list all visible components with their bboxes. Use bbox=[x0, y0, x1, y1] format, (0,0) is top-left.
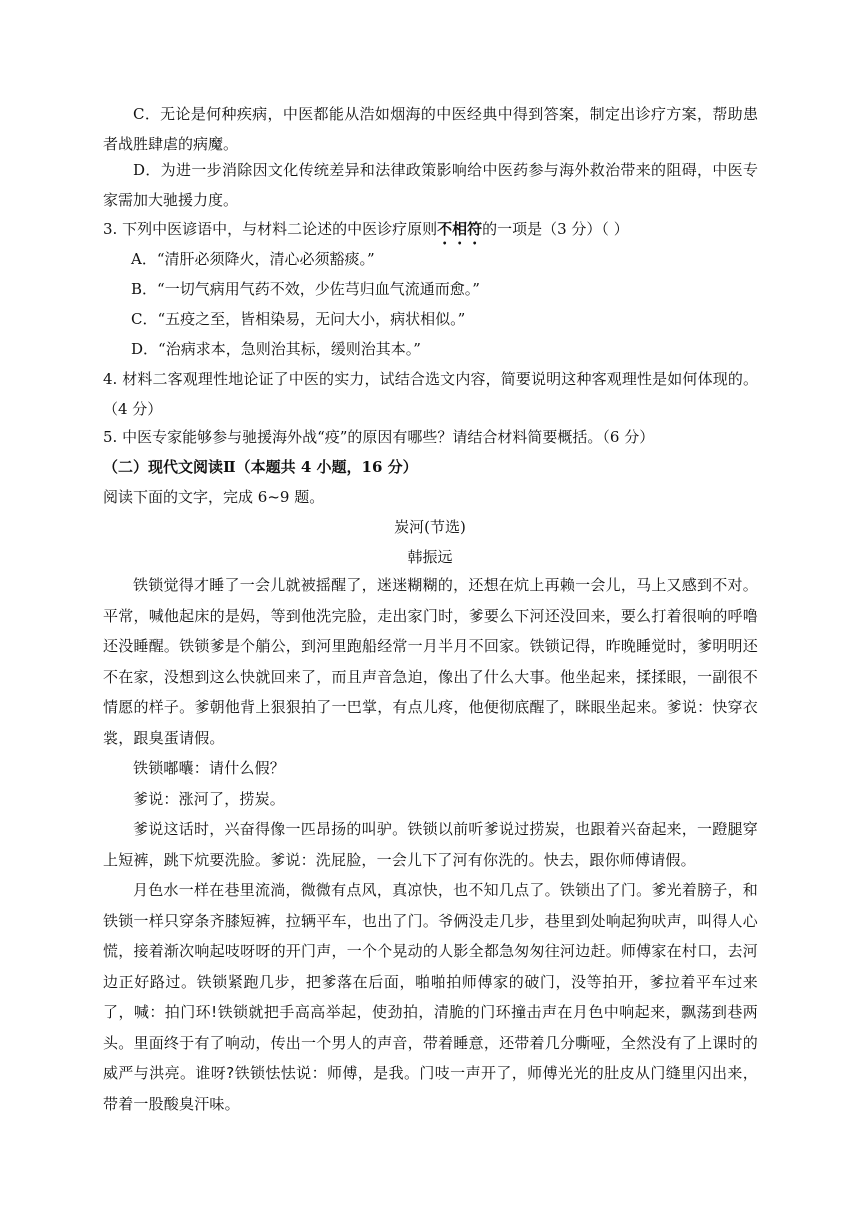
q3-option-c: C．“五疫之至，皆相染易，无问大小，病状相似。” bbox=[131, 310, 466, 328]
passage-body bbox=[103, 570, 758, 1119]
q4: 4. 材料二客观理性地论证了中医的实力，试结合选文内容，简要说明这种客观理性是如何体现的。（4 分） bbox=[103, 370, 758, 418]
passage-paragraph: 铁锁嘟囔：请什么假？ bbox=[133, 759, 286, 777]
section2-instruction: 阅读下面的文字，完成 6~9 题。 bbox=[103, 488, 325, 506]
passage-paragraph: 月色水一样在巷里流淌，微微有点风，真凉快，也不知几点了。铁锁出了门。爹光着膀子，和铁锁一样只穿条齐膝短裤，拉辆平车，也出了门。爷俩没走几步，巷里到处响起狗吠声，叫得人心慌，接着渐次响起吱呀呀的开门声，一个个晃动的人影全都急匆匆往河边赶。师傅家在村口，去河边正好路过。铁锁紧跑几步，把爹落在后面，啪啪拍师傅家的破门，没等拍开，爹拉着平车过来了，喊：拍门环!铁锁就把手高高举起，使劲拍，清脆的门环撞击声在月色中响起来，飘荡到巷两头。里面终于有了响动，传出一个男人的声音，带着睡意，还带着几分嘶哑，全然没有了上课时的威严与洪亮。谁呀?铁锁怯怯说：师傅，是我。门吱一声开了，师傅光光的肚皮从门缝里闪出来，带着一股酸臭汗味。 bbox=[103, 881, 758, 1113]
q3-stem-after: 的一项是（3 分）（ ） bbox=[482, 220, 629, 238]
section2-heading: （二）现代文阅读Ⅱ（本题共 4 小题，16 分） bbox=[103, 458, 418, 476]
q3-stem-before: 3. 下列中医谚语中，与材料二论述的中医诊疗原则 bbox=[103, 220, 438, 238]
passage-paragraph: 爹说这话时，兴奋得像一匹昂扬的叫驴。铁锁以前听爹说过捞炭，也跟着兴奋起来，一蹬腿穿上短裤，跳下炕要洗脸。爹说：洗屁脸，一会儿下了河有你洗的。快去，跟你师傅请假。 bbox=[103, 820, 758, 869]
passage-paragraph: 铁锁觉得才睡了一会儿就被摇醒了，迷迷糊糊的，还想在炕上再赖一会儿，马上又感到不对。平常，喊他起床的是妈，等到他洗完脸，走出家门时，爹要么下河还没回来，要么打着很响的呼噜还没睡醒。铁锁爹是个艄公，到河里跑船经常一月半月不回家。铁锁记得，昨晚睡觉时，爹明明还不在家，没想到这么快就回来了，而且声音急迫，像出了什么大事。他坐起来，揉揉眼，一副很不情愿的样子。爹朝他背上狠狠拍了一巴掌，有点儿疼，他便彻底醒了，眯眼坐起来。爹说：快穿衣裳，跟臭蛋请假。 bbox=[103, 576, 758, 747]
passage-author: 韩振远 bbox=[407, 548, 453, 566]
passage-title: 炭河(节选) bbox=[394, 518, 466, 536]
q2-option-c: C．无论是何种疾病，中医都能从浩如烟海的中医经典中得到答案，制定出诊疗方案，帮助患者战胜肆虐的病魔。 bbox=[103, 105, 758, 153]
q3-stem bbox=[103, 214, 629, 248]
q3-option-b: B．“一切气病用气药不效，少佐芎归血气流通而愈。” bbox=[131, 280, 480, 298]
q2-option-d: D．为进一步消除因文化传统差异和法律政策影响给中医药参与海外救治带来的阻碍，中医专家需加大驰援力度。 bbox=[103, 161, 758, 209]
q3-option-a: A．“清肝必须降火，清心必须豁痰。” bbox=[131, 250, 375, 268]
q5: 5. 中医专家能够参与驰援海外战“疫”的原因有哪些？请结合材料简要概括。（6 分） bbox=[103, 428, 655, 446]
q3-stem-emphasis: 不相符 bbox=[437, 220, 483, 238]
passage-paragraph: 爹说：涨河了，捞炭。 bbox=[133, 789, 286, 808]
q3-option-d: D．“治病求本，急则治其标，缓则治其本。” bbox=[131, 340, 421, 358]
